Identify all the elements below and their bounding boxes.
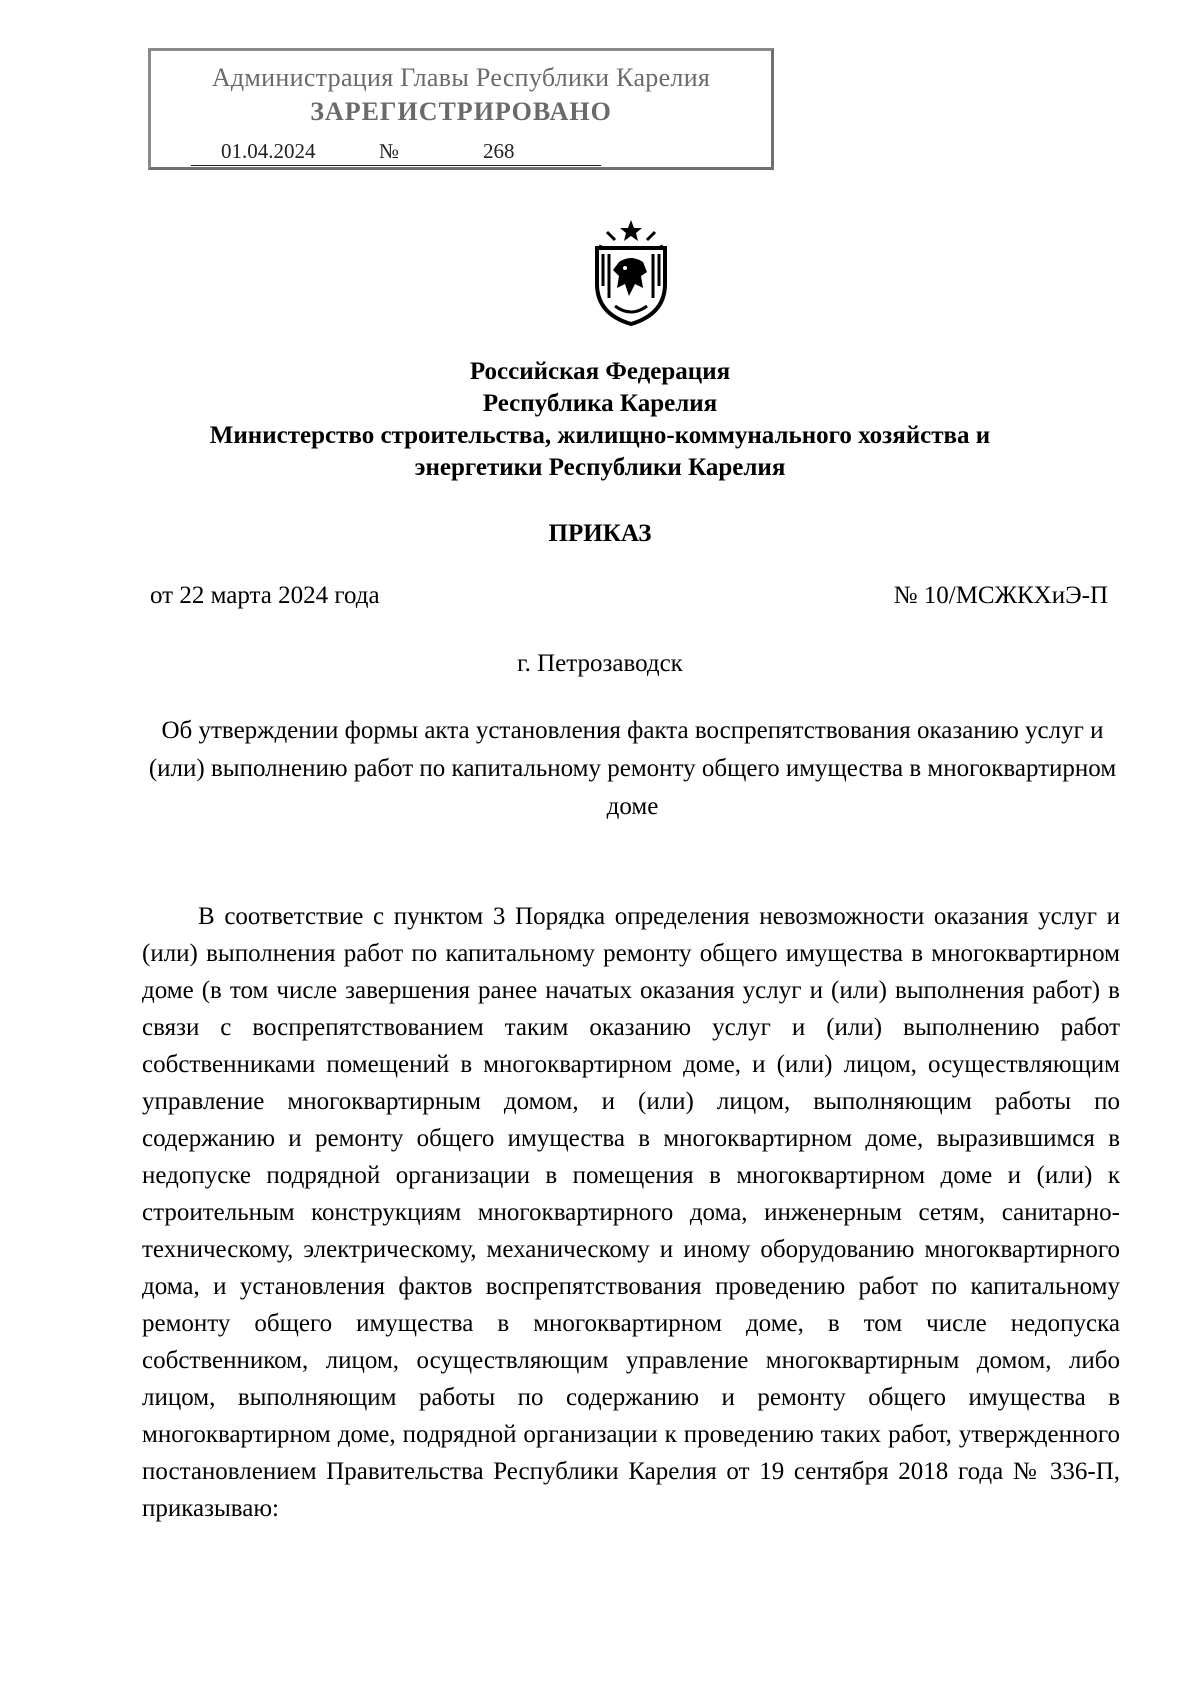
stamp-status: ЗАРЕГИСТРИРОВАНО — [310, 97, 612, 126]
stamp-registration-line — [191, 139, 601, 166]
document-city: г. Петрозаводск — [517, 650, 683, 677]
header-ministry-line1: Министерство строительства, жилищно-коммунального хозяйства и — [209, 422, 991, 449]
stamp-number-label: № — [379, 139, 400, 163]
document-header — [0, 356, 1200, 484]
header-region: Республика Карелия — [482, 390, 718, 417]
document-subject: Об утверждении формы акта установления факта воспрепятствования оказанию услуг и (или) выполнению работ по капитальному ремонту общего имущества в многоквартирном доме — [148, 717, 1117, 820]
stamp-date: 01.04.2024 — [221, 139, 316, 163]
header-country: Российская Федерация — [469, 358, 731, 385]
karelia-coat-of-arms-icon — [585, 218, 677, 326]
stamp-number: 268 — [483, 139, 515, 163]
header-ministry-line2: энергетики Республики Карелия — [414, 454, 786, 481]
document-body: В соответствие с пунктом 3 Порядка определения невозможности оказания услуг и (или) выполнения работ по капитальному ремонту общего имущества в многоквартирном доме (в том числе завершения ранее начатых оказания услуг и (или) выполнения работ) в связи с воспрепятствованием таким оказанию услуг и (или) выполнению работ собственниками помещений в многоквартирном доме, и (или) лицом, осуществляющим управление многоквартирным домом, и (или) лицом, выполняющим работы по содержанию и ремонту общего имущества в многоквартирном доме, выразившимся в недопуске подрядной организации в помещения в многоквартирном доме и (или) к строительным конструкциям многоквартирного дома, инженерным сетям, санитарно-техническому, электрическому, механическому и иному оборудованию многоквартирного дома, и установления фактов воспрепятствования проведению работ по капитальному ремонту общего имущества в многоквартирном доме, в том числе недопуска собственником, лицом, осуществляющим управление многоквартирным домом, либо лицом, выполняющим работы по содержанию и ремонту общего имущества в многоквартирном доме, подрядной организации к проведению таких работ, утвержденного постановлением Правительства Республики Карелия от 19 сентября 2018 года № 336-П, приказываю: — [142, 903, 1120, 1522]
document-number: № 10/МСЖКХиЭ-П — [893, 582, 1108, 609]
stamp-organization: Администрация Главы Республики Карелия — [211, 63, 711, 92]
document-date: от 22 марта 2024 года — [150, 582, 380, 609]
registration-stamp — [148, 48, 774, 170]
document-type: ПРИКАЗ — [548, 520, 652, 547]
